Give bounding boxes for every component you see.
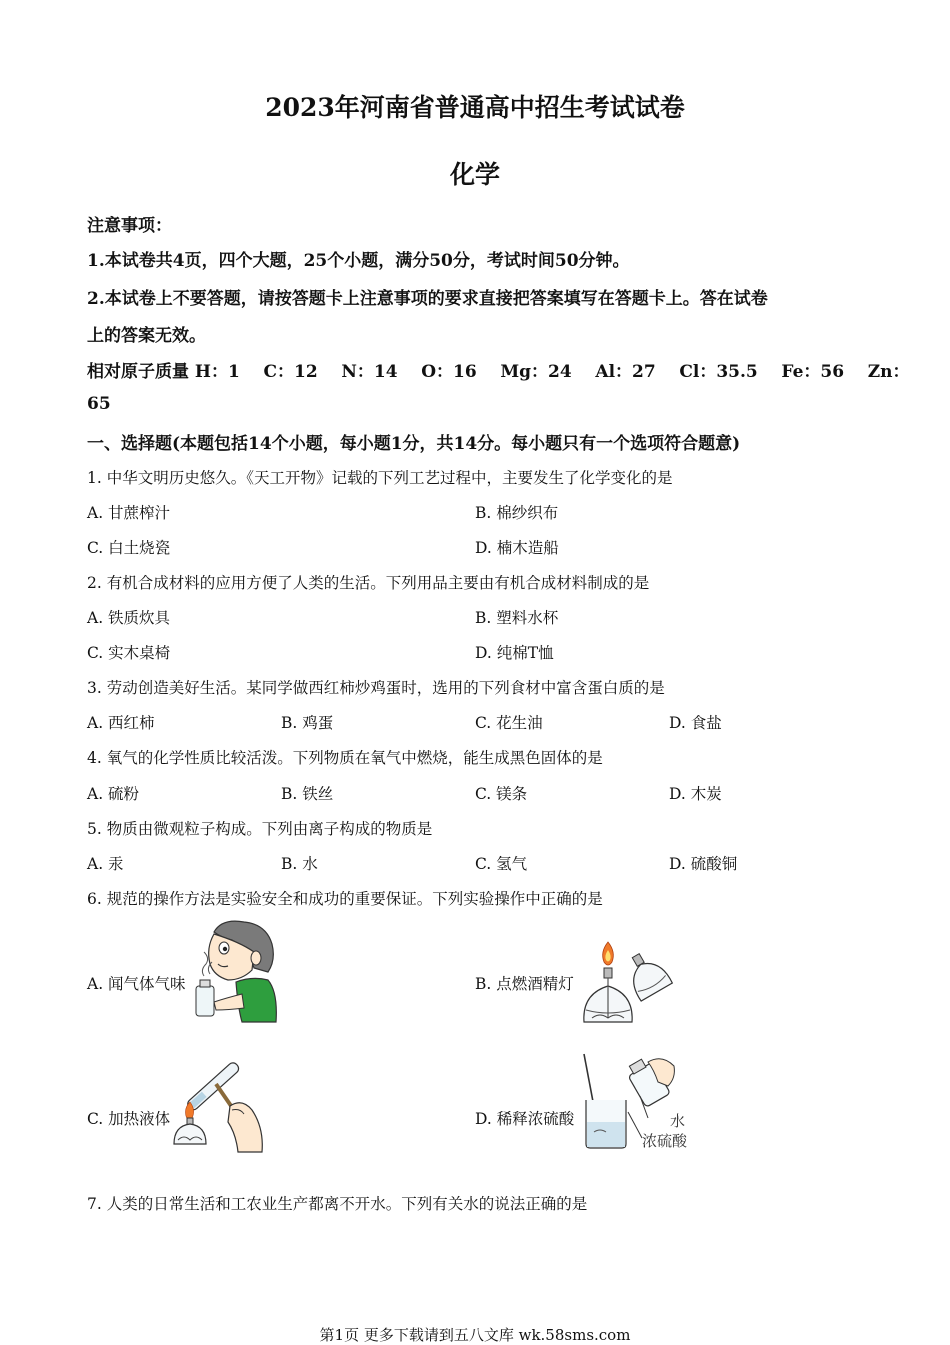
question-1-stem: 1. 中华文明历史悠久。《天工开物》记载的下列工艺过程中，主要发生了化学变化的是 xyxy=(87,469,673,487)
question-5-option-d: D. 硫酸铜 xyxy=(669,855,738,873)
question-2-option-c: C. 实木桌椅 xyxy=(87,644,171,662)
question-5-option-a: A. 汞 xyxy=(87,855,124,873)
diluting-sulfuric-acid-illustration xyxy=(578,1052,696,1152)
question-4-option-d: D. 木炭 xyxy=(669,785,722,803)
question-1-option-b: B. 棉纱织布 xyxy=(475,504,559,522)
question-3-option-a: A. 西红柿 xyxy=(87,714,155,732)
question-4-option-a: A. 硫粉 xyxy=(87,785,140,803)
question-1-option-d: D. 楠木造船 xyxy=(475,539,559,557)
water-label: 水 xyxy=(670,1112,686,1130)
question-5-option-b: B. 水 xyxy=(281,855,318,873)
subject-title: 化学 xyxy=(449,160,500,189)
question-3-option-d: D. 食盐 xyxy=(669,714,722,732)
notes-item-1: 1.本试卷共4页，四个大题，25个小题，满分50分，考试时间50分钟。 xyxy=(87,251,630,271)
question-2-option-a: A. 铁质炊具 xyxy=(87,609,171,627)
notes-heading: 注意事项： xyxy=(87,216,172,236)
question-5-stem: 5. 物质由微观粒子构成。下列由离子构成的物质是 xyxy=(87,820,433,838)
atomic-mass-line-1: 相对原子质量 H：1 C：12 N：14 O：16 Mg：24 Al：27 Cl：35.5 Fe：56 Zn： xyxy=(87,362,910,382)
question-3-stem: 3. 劳动创造美好生活。某同学做西红柿炒鸡蛋时，选用的下列食材中富含蛋白质的是 xyxy=(87,679,665,697)
heating-liquid-illustration xyxy=(172,1058,266,1152)
question-6-option-d: D. 稀释浓硫酸 xyxy=(475,1110,575,1128)
question-7-stem: 7. 人类的日常生活和工农业生产都离不开水。下列有关水的说法正确的是 xyxy=(87,1195,588,1213)
exam-title: 2023年河南省普通高中招生考试试卷 xyxy=(265,93,685,122)
question-6-option-c: C. 加热液体 xyxy=(87,1110,171,1128)
question-1-option-c: C. 白土烧瓷 xyxy=(87,539,171,557)
question-5-option-c: C. 氢气 xyxy=(475,855,528,873)
concentrated-acid-label: 浓硫酸 xyxy=(642,1132,688,1150)
smelling-gas-illustration xyxy=(192,918,282,1024)
question-6-stem: 6. 规范的操作方法是实验安全和成功的重要保证。下列实验操作中正确的是 xyxy=(87,890,603,908)
section-1-heading: 一、选择题(本题包括14个小题，每小题1分，共14分。每小题只有一个选项符合题意) xyxy=(87,434,741,454)
notes-item-2-line-2: 上的答案无效。 xyxy=(87,326,206,346)
question-1-option-a: A. 甘蔗榨汁 xyxy=(87,504,171,522)
question-4-option-b: B. 铁丝 xyxy=(281,785,334,803)
question-3-option-c: C. 花生油 xyxy=(475,714,543,732)
question-4-option-c: C. 镁条 xyxy=(475,785,528,803)
question-6-option-a: A. 闻气体气味 xyxy=(87,975,186,993)
atomic-mass-line-2: 65 xyxy=(87,394,111,414)
notes-item-2-line-1: 2.本试卷上不要答题，请按答题卡上注意事项的要求直接把答案填写在答题卡上。答在试卷 xyxy=(87,289,768,309)
page-footer: 第1页 更多下载请到五八文库 wk.58sms.com xyxy=(319,1326,631,1344)
question-3-option-b: B. 鸡蛋 xyxy=(281,714,334,732)
question-2-option-d: D. 纯棉T恤 xyxy=(475,644,554,662)
question-4-stem: 4. 氧气的化学性质比较活泼。下列物质在氧气中燃烧，能生成黑色固体的是 xyxy=(87,749,603,767)
question-6-option-b: B. 点燃酒精灯 xyxy=(475,975,574,993)
question-2-stem: 2. 有机合成材料的应用方便了人类的生活。下列用品主要由有机合成材料制成的是 xyxy=(87,574,650,592)
question-2-option-b: B. 塑料水杯 xyxy=(475,609,559,627)
lighting-alcohol-lamp-illustration xyxy=(578,938,670,1028)
